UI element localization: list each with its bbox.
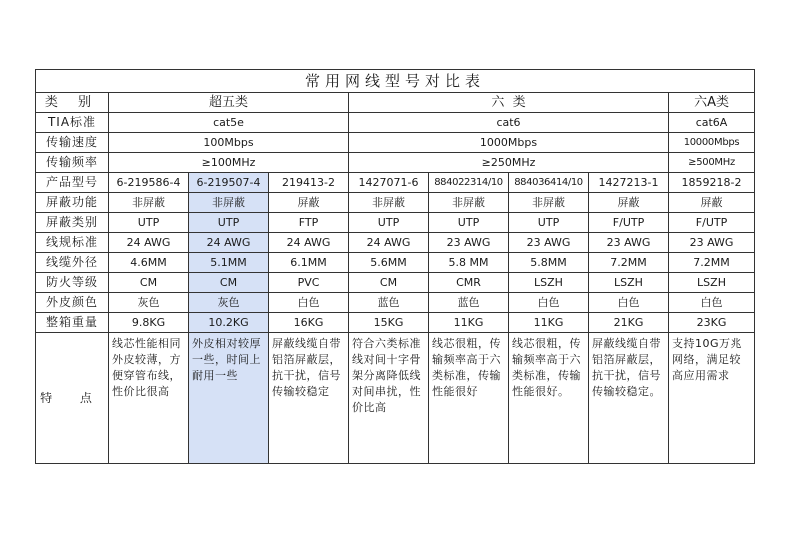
table-cell: 16KG: [269, 313, 349, 333]
table-cell: 蓝色: [429, 293, 509, 313]
row-label: 传输频率: [36, 153, 109, 173]
table-cell: 5.6MM: [349, 253, 429, 273]
table-row: [36, 213, 755, 233]
table-cell: 非屏蔽: [349, 193, 429, 213]
table-cell-highlight: CM: [189, 273, 269, 293]
table-cell: 23 AWG: [669, 233, 755, 253]
table-cell: 9.8KG: [109, 313, 189, 333]
table-cell: 7.2MM: [669, 253, 755, 273]
table-cell: 非屏蔽: [109, 193, 189, 213]
table-row: [36, 313, 755, 333]
row-label: 外皮颜色: [36, 293, 109, 313]
row-label: 特 点: [36, 333, 109, 464]
feature-cell: 支持10G万兆网络，满足较高应用需求: [669, 333, 755, 464]
table-cell-highlight: 5.1MM: [189, 253, 269, 273]
table-cell: 21KG: [589, 313, 669, 333]
table-cell: LSZH: [589, 273, 669, 293]
table-row: [36, 173, 755, 193]
row-label: 防火等级: [36, 273, 109, 293]
table-cell-highlight: 10.2KG: [189, 313, 269, 333]
feature-cell: 屏蔽线缆自带铝箔屏蔽层，抗干扰，信号传输较稳定。: [589, 333, 669, 464]
table-cell: cat5e: [109, 113, 349, 133]
table-cell: ≥100MHz: [109, 153, 349, 173]
category-header-row: [36, 93, 755, 113]
table-cell: cat6: [349, 113, 669, 133]
table-cell: 884036414/10: [509, 173, 589, 193]
table-cell: 灰色: [109, 293, 189, 313]
feature-cell: 屏蔽线缆自带铝箔屏蔽层，抗干扰，信号传输较稳定: [269, 333, 349, 464]
row-label: 线规标准: [36, 233, 109, 253]
table-cell: 15KG: [349, 313, 429, 333]
comparison-table-container: [35, 69, 754, 464]
table-cell: 23 AWG: [429, 233, 509, 253]
table-cell: UTP: [429, 213, 509, 233]
row-label: 整箱重量: [36, 313, 109, 333]
row-label: 传输速度: [36, 133, 109, 153]
table-cell: cat6A: [669, 113, 755, 133]
table-row: [36, 293, 755, 313]
table-cell: 23 AWG: [509, 233, 589, 253]
table-cell: UTP: [109, 213, 189, 233]
table-cell-highlight: 6-219507-4: [189, 173, 269, 193]
table-cell: 1427071-6: [349, 173, 429, 193]
table-cell: CM: [109, 273, 189, 293]
table-title: 常用网线型号对比表: [36, 70, 755, 93]
table-row: [36, 193, 755, 213]
table-cell: 白色: [669, 293, 755, 313]
title-row: [36, 70, 755, 93]
table-cell: 非屏蔽: [509, 193, 589, 213]
table-cell: 10000Mbps: [669, 133, 755, 153]
table-cell: 5.8 MM: [429, 253, 509, 273]
table-cell: 屏蔽: [269, 193, 349, 213]
table-cell: ≥500MHz: [669, 153, 755, 173]
table-cell: 100Mbps: [109, 133, 349, 153]
group-cat5e: 超五类: [109, 93, 349, 113]
row-label: 屏蔽功能: [36, 193, 109, 213]
features-row: [36, 333, 755, 464]
table-cell: 884022314/10: [429, 173, 509, 193]
table-row: [36, 273, 755, 293]
table-cell: 白色: [589, 293, 669, 313]
table-cell: PVC: [269, 273, 349, 293]
row-label: 产品型号: [36, 173, 109, 193]
group-cat6: 六 类: [349, 93, 669, 113]
table-cell: 白色: [509, 293, 589, 313]
table-cell: 非屏蔽: [429, 193, 509, 213]
table-cell: CMR: [429, 273, 509, 293]
table-cell: UTP: [349, 213, 429, 233]
table-cell: 24 AWG: [349, 233, 429, 253]
feature-cell-highlight: 外皮相对较厚一些，时间上耐用一些: [189, 333, 269, 464]
row-label: 线缆外径: [36, 253, 109, 273]
table-cell: LSZH: [509, 273, 589, 293]
table-cell: 24 AWG: [109, 233, 189, 253]
table-row: [36, 113, 755, 133]
table-cell: 11KG: [429, 313, 509, 333]
table-row: [36, 233, 755, 253]
table-cell: LSZH: [669, 273, 755, 293]
table-cell: 24 AWG: [269, 233, 349, 253]
table-cell: 1000Mbps: [349, 133, 669, 153]
table-cell-highlight: UTP: [189, 213, 269, 233]
table-cell: 1427213-1: [589, 173, 669, 193]
table-cell: 1859218-2: [669, 173, 755, 193]
table-cell: 23KG: [669, 313, 755, 333]
table-cell-highlight: 非屏蔽: [189, 193, 269, 213]
table-cell: 23 AWG: [589, 233, 669, 253]
table-cell-highlight: 24 AWG: [189, 233, 269, 253]
table-cell: 11KG: [509, 313, 589, 333]
table-cell: 6-219586-4: [109, 173, 189, 193]
row-label: 屏蔽类别: [36, 213, 109, 233]
category-label: 类 别: [36, 93, 109, 113]
table-row: [36, 153, 755, 173]
table-cell: 5.8MM: [509, 253, 589, 273]
table-cell: CM: [349, 273, 429, 293]
table-cell: 白色: [269, 293, 349, 313]
table-cell: 7.2MM: [589, 253, 669, 273]
table-cell: F/UTP: [669, 213, 755, 233]
table-cell: 蓝色: [349, 293, 429, 313]
feature-cell: 符合六类标准线对间十字骨架分离降低线对间串扰，性价比高: [349, 333, 429, 464]
comparison-table: [35, 69, 755, 464]
table-row: [36, 253, 755, 273]
table-cell: F/UTP: [589, 213, 669, 233]
group-cat6a: 六A类: [669, 93, 755, 113]
table-cell: 4.6MM: [109, 253, 189, 273]
table-cell: 屏蔽: [589, 193, 669, 213]
table-cell: 屏蔽: [669, 193, 755, 213]
table-cell: 219413-2: [269, 173, 349, 193]
feature-cell: 线芯很粗，传输频率高于六类标准，传输性能很好。: [509, 333, 589, 464]
feature-cell: 线芯很粗，传输频率高于六类标准，传输性能很好: [429, 333, 509, 464]
table-cell: 6.1MM: [269, 253, 349, 273]
table-cell: UTP: [509, 213, 589, 233]
row-label: TIA标准: [36, 113, 109, 133]
table-row: [36, 133, 755, 153]
feature-cell: 线芯性能相同外皮较薄，方便穿管布线，性价比很高: [109, 333, 189, 464]
table-cell: FTP: [269, 213, 349, 233]
table-cell-highlight: 灰色: [189, 293, 269, 313]
table-cell: ≥250MHz: [349, 153, 669, 173]
